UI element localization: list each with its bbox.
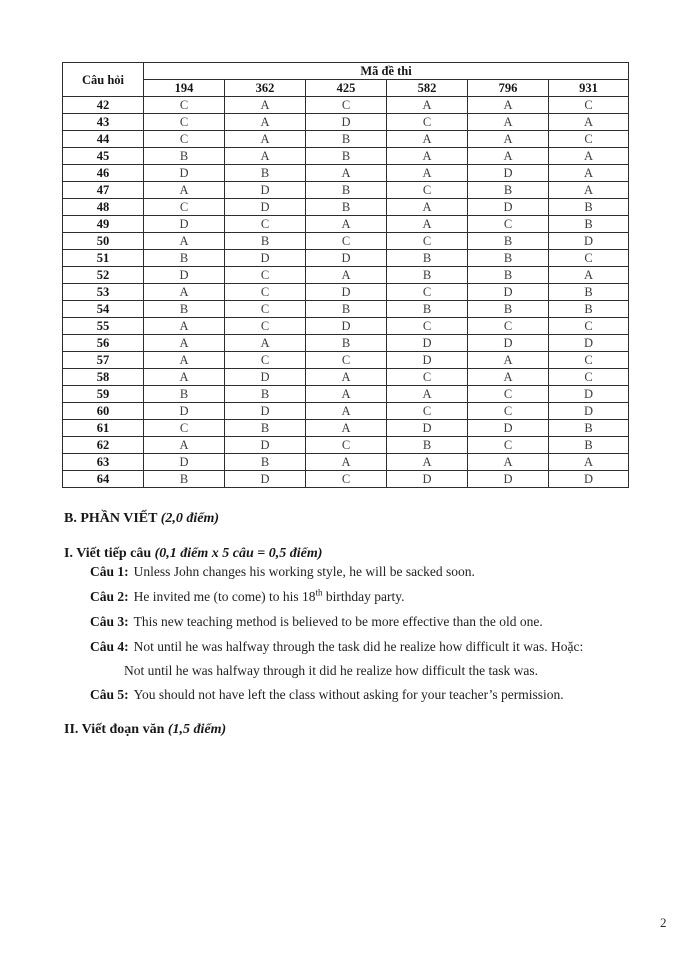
- answer-cell: D: [387, 352, 468, 369]
- question-number-cell: 60: [63, 403, 144, 420]
- question-number-cell: 55: [63, 318, 144, 335]
- answer-cell: D: [144, 216, 225, 233]
- answer-cell: B: [468, 233, 549, 250]
- table-row: [63, 352, 629, 369]
- answer-cell: C: [306, 471, 387, 488]
- answer-cell: C: [144, 420, 225, 437]
- answer-cell: B: [144, 386, 225, 403]
- answer-cell: B: [306, 301, 387, 318]
- table-header-row-codes: [63, 80, 629, 97]
- answer-cell: A: [306, 386, 387, 403]
- answer-cell: B: [387, 301, 468, 318]
- answer-cell: C: [468, 386, 549, 403]
- answer-cell: A: [306, 403, 387, 420]
- table-row: [63, 471, 629, 488]
- answer-cell: B: [225, 454, 306, 471]
- answer-item-4-text: Not until he was halfway through the task did he realize how difficult it was. Hoặc:: [133, 639, 584, 654]
- answer-cell: D: [225, 403, 306, 420]
- answer-item-3: [90, 614, 543, 630]
- answer-cell: D: [549, 233, 629, 250]
- answer-item-5: [90, 687, 564, 703]
- answer-cell: D: [225, 250, 306, 267]
- answer-cell: C: [144, 114, 225, 131]
- answer-cell: B: [306, 335, 387, 352]
- answer-cell: D: [387, 471, 468, 488]
- answer-cell: B: [468, 301, 549, 318]
- answer-cell: B: [306, 131, 387, 148]
- answer-cell: A: [144, 284, 225, 301]
- answer-cell: D: [387, 335, 468, 352]
- question-number-cell: 58: [63, 369, 144, 386]
- answer-item-1-label: Câu 1:: [90, 564, 129, 579]
- answer-cell: D: [144, 454, 225, 471]
- answer-cell: C: [387, 369, 468, 386]
- table-row: [63, 301, 629, 318]
- answer-cell: D: [549, 471, 629, 488]
- question-number-cell: 48: [63, 199, 144, 216]
- answer-cell: A: [468, 131, 549, 148]
- question-number-cell: 63: [63, 454, 144, 471]
- answer-cell: A: [225, 131, 306, 148]
- answer-cell: B: [225, 233, 306, 250]
- answer-cell: C: [387, 114, 468, 131]
- answer-cell: B: [306, 199, 387, 216]
- answer-cell: A: [306, 369, 387, 386]
- answer-item-2-text-before: He invited me (to come) to his 18: [133, 589, 316, 604]
- answer-cell: B: [468, 267, 549, 284]
- answer-item-1-text: Unless John changes his working style, he will be sacked soon.: [133, 564, 475, 579]
- answer-cell: B: [549, 420, 629, 437]
- answer-cell: A: [387, 386, 468, 403]
- question-number-cell: 64: [63, 471, 144, 488]
- answer-cell: B: [306, 182, 387, 199]
- answer-cell: C: [549, 318, 629, 335]
- question-number-cell: 42: [63, 97, 144, 114]
- table-row: [63, 114, 629, 131]
- answer-cell: A: [225, 114, 306, 131]
- table-row: [63, 97, 629, 114]
- answer-cell: C: [306, 233, 387, 250]
- answer-cell: D: [468, 471, 549, 488]
- table-row: [63, 437, 629, 454]
- answer-cell: A: [306, 165, 387, 182]
- answer-cell: C: [387, 403, 468, 420]
- table-row: [63, 233, 629, 250]
- answer-cell: C: [387, 182, 468, 199]
- answer-cell: C: [225, 318, 306, 335]
- answer-cell: C: [144, 199, 225, 216]
- answer-cell: C: [468, 437, 549, 454]
- answer-cell: A: [306, 420, 387, 437]
- answer-cell: D: [549, 386, 629, 403]
- exam-code-header: 425: [306, 80, 387, 97]
- answer-cell: B: [144, 250, 225, 267]
- answer-cell: A: [549, 182, 629, 199]
- answer-cell: A: [468, 369, 549, 386]
- table-row: [63, 250, 629, 267]
- answer-cell: C: [306, 352, 387, 369]
- answer-cell: A: [468, 114, 549, 131]
- table-row: [63, 131, 629, 148]
- answer-cell: D: [387, 420, 468, 437]
- question-number-cell: 49: [63, 216, 144, 233]
- table-row: [63, 318, 629, 335]
- answer-cell: D: [306, 318, 387, 335]
- answer-cell: B: [468, 182, 549, 199]
- answer-cell: A: [306, 267, 387, 284]
- answer-cell: C: [225, 216, 306, 233]
- answer-cell: D: [306, 114, 387, 131]
- answer-cell: C: [144, 131, 225, 148]
- answer-cell: C: [306, 437, 387, 454]
- answer-cell: A: [225, 148, 306, 165]
- answer-cell: A: [549, 114, 629, 131]
- answer-cell: A: [306, 454, 387, 471]
- answer-cell: C: [387, 318, 468, 335]
- question-number-cell: 62: [63, 437, 144, 454]
- answer-cell: A: [225, 97, 306, 114]
- section-b-label: B. PHẦN VIẾT: [64, 511, 158, 526]
- table-row: [63, 403, 629, 420]
- table-row: [63, 199, 629, 216]
- answer-cell: D: [144, 267, 225, 284]
- answer-cell: A: [387, 97, 468, 114]
- answer-cell: D: [549, 403, 629, 420]
- answer-cell: A: [468, 97, 549, 114]
- answer-cell: D: [468, 335, 549, 352]
- answer-item-5-text: You should not have left the class without asking for your teacher’s permission.: [133, 687, 564, 702]
- table-row: [63, 284, 629, 301]
- answer-cell: A: [144, 318, 225, 335]
- answer-cell: A: [387, 148, 468, 165]
- answer-item-3-label: Câu 3:: [90, 614, 129, 629]
- answer-cell: B: [549, 284, 629, 301]
- answer-cell: B: [387, 250, 468, 267]
- answer-item-3-text: This new teaching method is believed to be more effective than the old one.: [133, 614, 543, 629]
- table-row: [63, 369, 629, 386]
- answer-cell: D: [225, 182, 306, 199]
- answer-cell: B: [225, 165, 306, 182]
- exam-code-header: 796: [468, 80, 549, 97]
- section-i-heading: [64, 546, 322, 562]
- answer-item-4-label: Câu 4:: [90, 639, 129, 654]
- answer-cell: A: [468, 148, 549, 165]
- answer-cell: C: [549, 97, 629, 114]
- answer-cell: C: [225, 352, 306, 369]
- answer-cell: D: [225, 199, 306, 216]
- question-number-cell: 54: [63, 301, 144, 318]
- answer-cell: C: [306, 97, 387, 114]
- table-row: [63, 148, 629, 165]
- answer-cell: C: [468, 318, 549, 335]
- answer-cell: C: [225, 301, 306, 318]
- answer-cell: A: [387, 454, 468, 471]
- answer-cell: D: [549, 335, 629, 352]
- question-column-header: Câu hỏi: [63, 63, 144, 97]
- answer-cell: B: [387, 267, 468, 284]
- answer-cell: B: [549, 199, 629, 216]
- answer-item-1: [90, 564, 475, 580]
- answer-cell: D: [306, 250, 387, 267]
- answer-cell: D: [468, 165, 549, 182]
- section-i-label: I. Viết tiếp câu: [64, 546, 152, 561]
- answer-cell: B: [144, 148, 225, 165]
- answer-item-4: [90, 639, 583, 655]
- answer-cell: A: [468, 454, 549, 471]
- exam-code-header: 931: [549, 80, 629, 97]
- answer-cell: B: [549, 301, 629, 318]
- answer-cell: D: [225, 471, 306, 488]
- answer-cell: A: [549, 454, 629, 471]
- answer-cell: B: [306, 148, 387, 165]
- answer-item-4-continuation: Not until he was halfway through it did he realize how difficult the task was.: [124, 663, 539, 678]
- question-number-cell: 52: [63, 267, 144, 284]
- table-row: [63, 216, 629, 233]
- page-number: 2: [660, 915, 667, 930]
- question-number-cell: 53: [63, 284, 144, 301]
- answer-cell: B: [549, 216, 629, 233]
- answer-cell: A: [306, 216, 387, 233]
- answer-cell: A: [387, 165, 468, 182]
- answer-cell: A: [468, 352, 549, 369]
- answer-cell: A: [144, 233, 225, 250]
- section-ii-heading: [64, 722, 226, 738]
- section-i-points: (0,1 điểm x 5 câu = 0,5 điểm): [154, 546, 323, 561]
- answer-item-2-label: Câu 2:: [90, 589, 129, 604]
- answer-cell: D: [144, 165, 225, 182]
- question-number-cell: 59: [63, 386, 144, 403]
- question-number-cell: 46: [63, 165, 144, 182]
- answer-cell: C: [549, 131, 629, 148]
- answer-cell: A: [144, 335, 225, 352]
- section-ii-label: II. Viết đoạn văn: [64, 722, 165, 737]
- exam-code-group-header: Mã đề thi: [144, 63, 629, 80]
- exam-code-header: 582: [387, 80, 468, 97]
- answer-cell: A: [387, 199, 468, 216]
- answer-item-2-text-after: birthday party.: [322, 589, 405, 604]
- table-row: [63, 420, 629, 437]
- question-number-cell: 50: [63, 233, 144, 250]
- answer-cell: B: [468, 250, 549, 267]
- answer-cell: C: [144, 97, 225, 114]
- question-number-cell: 56: [63, 335, 144, 352]
- section-b-heading: [64, 511, 219, 527]
- table-row: [63, 454, 629, 471]
- answer-cell: B: [387, 437, 468, 454]
- section-b-points: (2,0 điểm): [160, 511, 220, 526]
- answer-cell: C: [468, 403, 549, 420]
- table-row: [63, 267, 629, 284]
- table-header-row-group: [63, 63, 629, 80]
- answer-cell: B: [549, 437, 629, 454]
- section-ii-points: (1,5 điểm): [167, 722, 227, 737]
- answer-cell: D: [306, 284, 387, 301]
- answer-cell: C: [225, 284, 306, 301]
- answer-cell: D: [225, 369, 306, 386]
- answer-cell: C: [549, 250, 629, 267]
- answer-cell: D: [468, 420, 549, 437]
- question-number-cell: 47: [63, 182, 144, 199]
- answer-cell: B: [225, 420, 306, 437]
- answer-item-2: [90, 589, 404, 605]
- answer-cell: A: [549, 165, 629, 182]
- answer-cell: B: [144, 301, 225, 318]
- answer-cell: B: [225, 386, 306, 403]
- table-row: [63, 335, 629, 352]
- answer-cell: D: [144, 403, 225, 420]
- table-row: [63, 182, 629, 199]
- answer-cell: C: [387, 284, 468, 301]
- question-number-cell: 57: [63, 352, 144, 369]
- answer-cell: A: [549, 148, 629, 165]
- answer-cell: A: [144, 182, 225, 199]
- question-number-cell: 44: [63, 131, 144, 148]
- table-row: [63, 165, 629, 182]
- answer-cell: D: [225, 437, 306, 454]
- answer-cell: C: [225, 267, 306, 284]
- answer-key-table: [62, 62, 629, 488]
- answer-cell: A: [144, 352, 225, 369]
- answer-cell: D: [468, 284, 549, 301]
- answer-cell: B: [144, 471, 225, 488]
- question-number-cell: 43: [63, 114, 144, 131]
- answer-item-2-superscript: th: [315, 587, 323, 598]
- answer-cell: A: [225, 335, 306, 352]
- answer-cell: C: [549, 369, 629, 386]
- answer-cell: C: [387, 233, 468, 250]
- answer-cell: A: [144, 369, 225, 386]
- question-number-cell: 51: [63, 250, 144, 267]
- question-number-cell: 45: [63, 148, 144, 165]
- exam-code-header: 194: [144, 80, 225, 97]
- answer-cell: A: [387, 131, 468, 148]
- answer-cell: C: [549, 352, 629, 369]
- answer-cell: A: [387, 216, 468, 233]
- answer-cell: A: [144, 437, 225, 454]
- answer-cell: D: [468, 199, 549, 216]
- question-number-cell: 61: [63, 420, 144, 437]
- answer-table-body: [63, 97, 629, 488]
- answer-item-5-label: Câu 5:: [90, 687, 129, 702]
- exam-code-header: 362: [225, 80, 306, 97]
- answer-cell: A: [549, 267, 629, 284]
- answer-cell: C: [468, 216, 549, 233]
- table-row: [63, 386, 629, 403]
